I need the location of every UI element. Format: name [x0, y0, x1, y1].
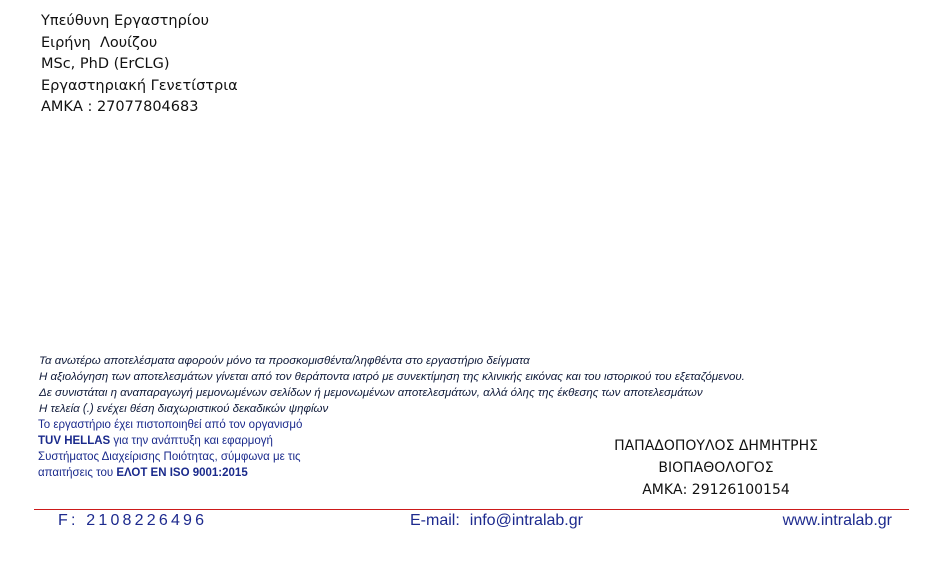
director-amka: ΑΜΚΑ : 27077804683	[41, 99, 199, 115]
director-role: Υπεύθυνη Εργαστηρίου	[41, 13, 209, 29]
results-disclaimer	[39, 353, 745, 417]
cert-line-4	[38, 465, 302, 481]
footer-website-link[interactable]: www.intralab.gr	[782, 512, 892, 529]
doctor-signature	[600, 435, 832, 501]
disclaimer-line: Τα ανωτέρω αποτελέσματα αφορούν μόνο τα προσκομισθέντα/ληφθέντα στο εργαστήριο δείγματα	[39, 355, 530, 367]
certification-note	[38, 417, 302, 481]
doctor-name: ΠΑΠΑΔΟΠΟΥΛΟΣ ΔΗΜΗΤΡΗΣ	[614, 438, 818, 454]
cert-standard: ΕΛΟΤ ΕΝ ISO 9001:2015	[116, 467, 248, 479]
doctor-amka: ΑΜΚΑ: 29126100154	[642, 482, 790, 498]
cert-line-4-prefix: απαιτήσεις του	[38, 467, 117, 479]
cert-organization: TUV HELLAS	[38, 435, 111, 447]
footer-email-label: E-mail:	[410, 512, 460, 529]
director-name: Ειρήνη Λουίζου	[41, 34, 158, 51]
director-title: Εργαστηριακή Γενετίστρια	[41, 77, 238, 94]
disclaimer-line: Η τελεία (.) ενέχει θέση διαχωριστικού δεκαδικών ψηφίων	[39, 403, 329, 415]
cert-line-1: Το εργαστήριο έχει πιστοποιηθεί από τον οργανισμό	[38, 419, 303, 431]
footer-divider	[34, 509, 909, 510]
page-footer	[0, 512, 928, 536]
cert-line-3: Συστήματος Διαχείρισης Ποιότητας, σύμφωνα με τις	[38, 451, 301, 463]
footer-email-link[interactable]: info@intralab.gr	[469, 512, 583, 529]
cert-line-2	[38, 433, 302, 449]
lab-director-signature	[41, 11, 238, 119]
cert-line-2-rest: για την ανάπτυξη και εφαρμογή	[110, 435, 273, 447]
disclaimer-line: Δε συνιστάται η αναπαραγωγή μεμονωμένων σελίδων ή μεμονωμένων αποτελεσμάτων, αλλά όλης της έκθεσης των αποτελεσμάτων	[39, 387, 703, 399]
footer-fax: F: 2108226496	[58, 512, 208, 529]
director-degrees: MSc, PhD (ErCLG)	[41, 56, 170, 72]
footer-email	[410, 512, 583, 530]
doctor-specialty: ΒΙΟΠΑΘΟΛΟΓΟΣ	[658, 460, 774, 476]
disclaimer-line: Η αξιολόγηση των αποτελεσμάτων γίνεται από τον θεράποντα ιατρό με συνεκτίμηση της κλινικής εικόνας και του ιστορικού του εξεταζόμενου.	[39, 371, 745, 383]
